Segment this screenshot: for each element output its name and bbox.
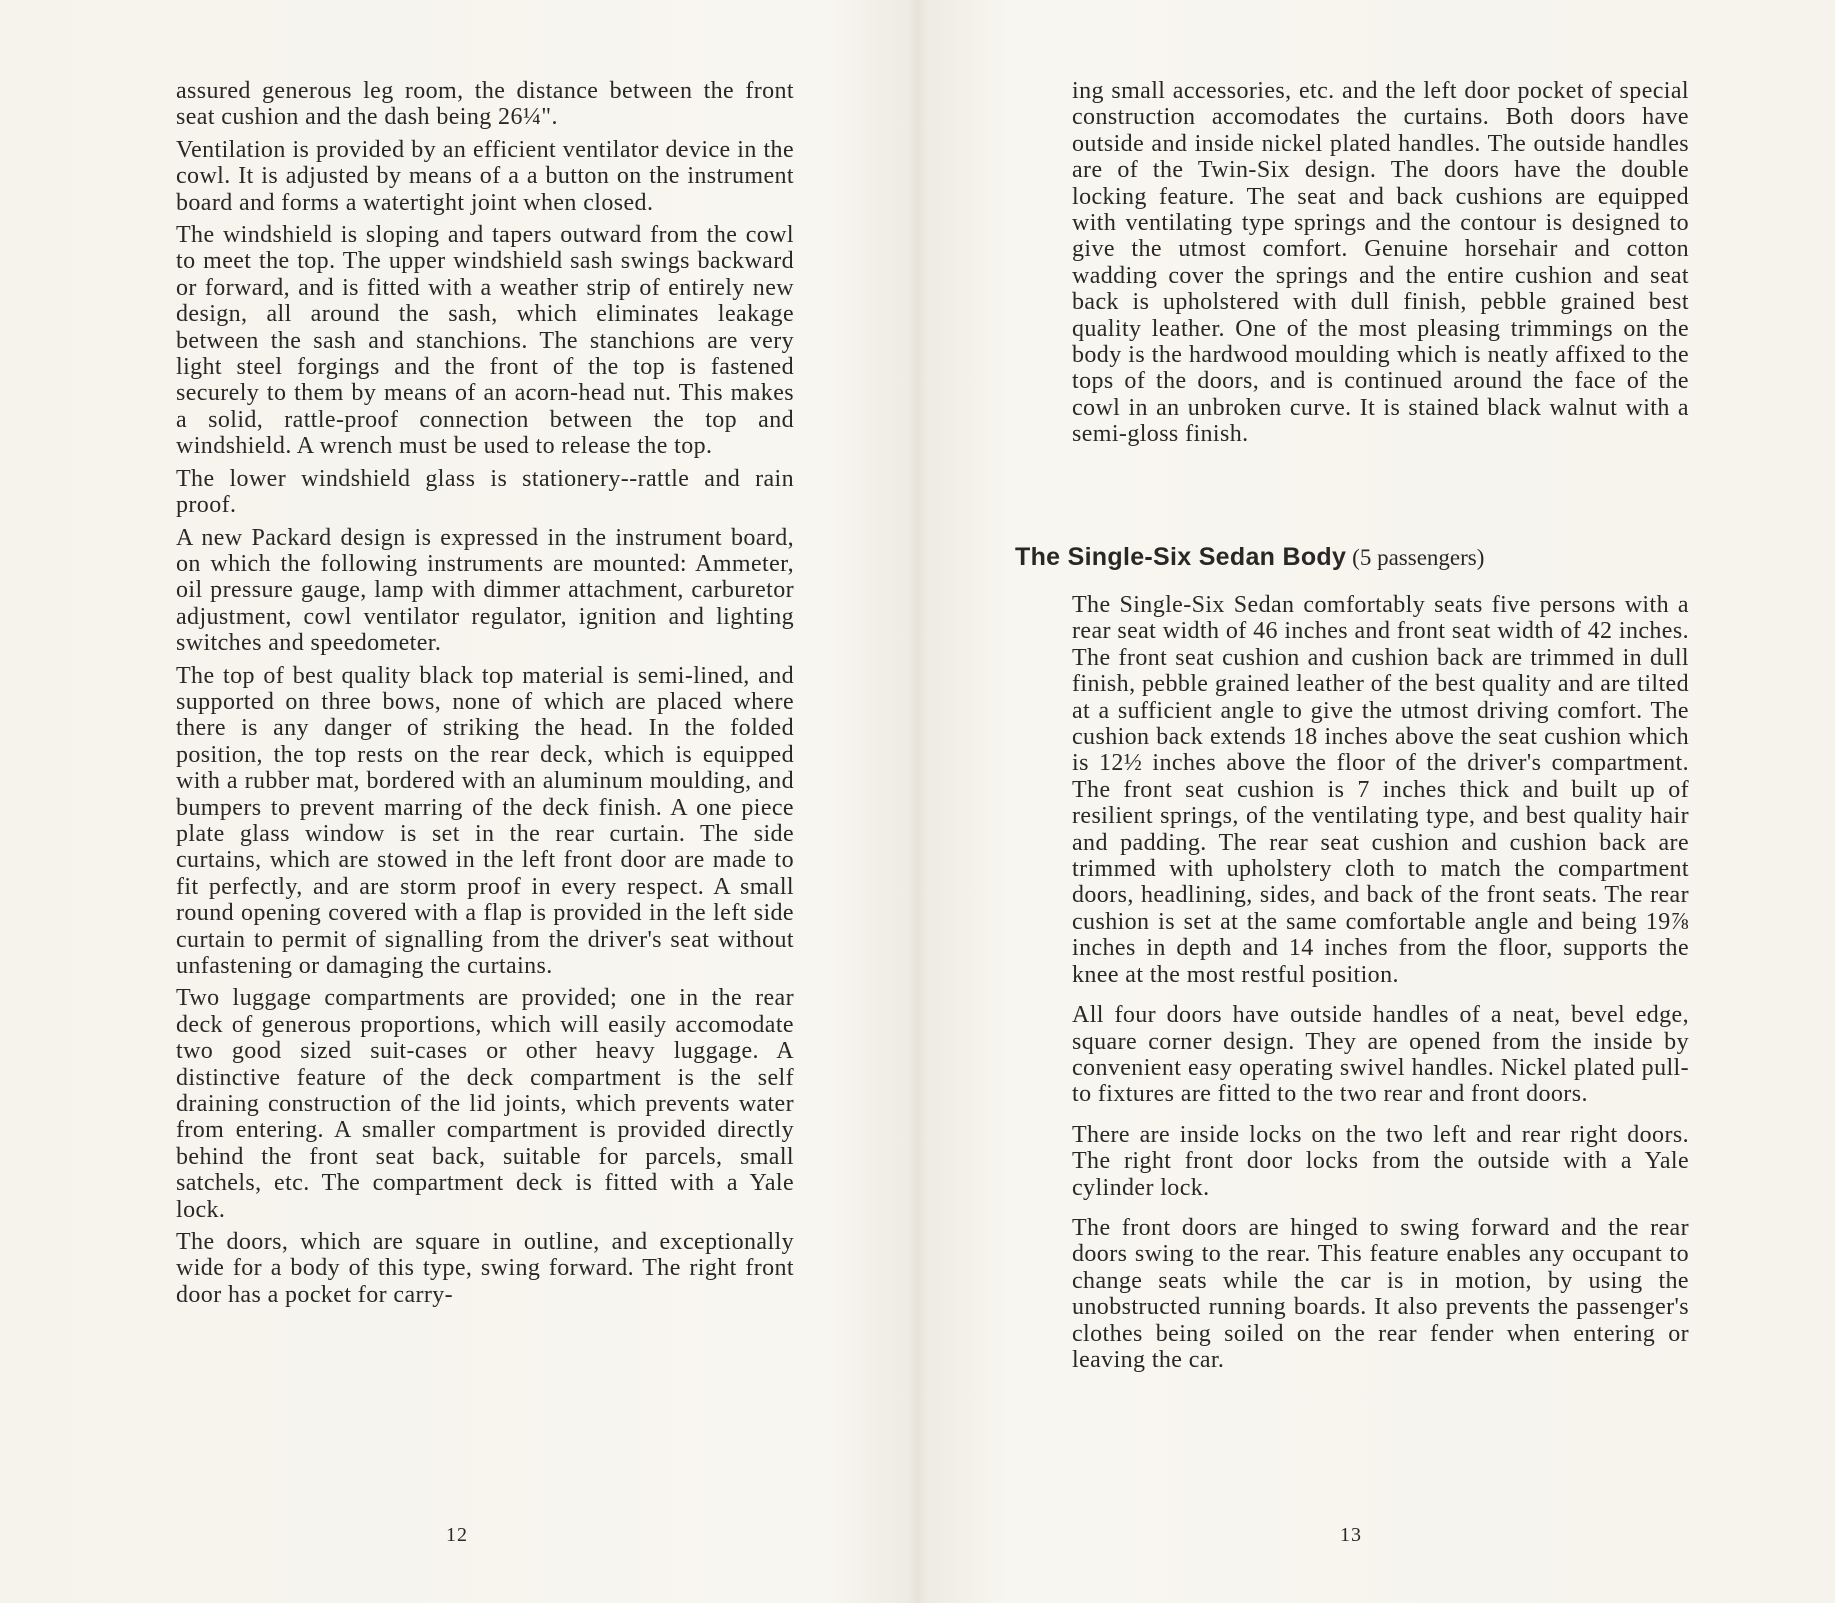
paragraph: The doors, which are square in outline, and exceptionally wide for a body of this type, swing forward. The right front door has a pocket for carry- [176,1229,794,1308]
page-number-right: 13 [1340,1524,1362,1546]
paragraph: Two luggage compartments are provided; one in the rear deck of generous proportions, which will easily accomodate two good sized suit-cases or other heavy luggage. A distinctive feature of the deck compartment is the self draining construction of the lid joints, which prevents water from entering. A smaller compartment is provided directly behind the front seat back, suitable for parcels, small satchels, etc. The compartment deck is fitted with a Yale lock. [176,985,794,1223]
paragraph: The lower windshield glass is stationery--rattle and rain proof. [176,465,794,519]
paragraph: The top of best quality black top material is semi-lined, and supported on three bows, none of which are placed where there is any danger of striking the head. In the folded position, the top rests on the rear deck, which is equipped with a rubber mat, bordered with an aluminum moulding, and bumpers to prevent marring of the deck finish. A one piece plate glass window is set in the rear curtain. The side curtains, which are stowed in the left front door are made to fit perfectly, and are storm proof in every respect. A small round opening covered with a flap is provided in the left side curtain to permit of signalling from the driver's seat without unfastening or damaging the curtains. [176,662,794,979]
paragraph: ing small accessories, etc. and the left door pocket of special construction accomodates the curtains. Both doors have outside and inside nickel plated handles. The outside handles are of the Twin-Six design. The doors have the double locking feature. The seat and back cushions are equipped with ventilating type springs and the contour is designed to give the utmost comfort. Genuine horsehair and cotton wadding cover the springs and the entire cushion and seat back is upholstered with dull finish, pebble grained best quality leather. One of the most pleasing trimmings on the body is the hardwood moulding which is neatly affixed to the tops of the doors, and is continued around the face of the cowl in an unbroken curve. It is stained black walnut with a semi-gloss finish. [1072,78,1689,448]
section-heading-title: The Single-Six Sedan Body [1015,543,1347,571]
paragraph: assured generous leg room, the distance between the front seat cushion and the dash being 26¼". [176,78,794,131]
section-heading-subtitle: (5 passengers) [1352,545,1485,570]
left-page [0,0,917,1603]
paragraph: All four doors have outside handles of a neat, bevel edge, square corner design. They are opened from the inside by convenient easy operating swivel handles. Nickel plated pull-to fixtures are fitted to the two rear and front doors. [1072,1002,1689,1108]
right-page [917,0,1835,1603]
right-page-top-text [1072,78,1689,454]
paragraph: The windshield is sloping and tapers outward from the cowl to meet the top. The upper windshield sash swings backward or forward, and is fitted with a weather strip of entirely new design, all around the sash, which eliminates leakage between the sash and stanchions. The stanchions are very light steel forgings and the front of the top is fastened securely to them by means of an acorn-head nut. This makes a solid, rattle-proof connection between the top and windshield. A wrench must be used to release the top. [176,222,794,460]
page-number-left: 12 [446,1524,468,1546]
right-page-section-text [1072,592,1689,1387]
section-heading [1015,542,1735,573]
paragraph: There are inside locks on the two left and rear right doors. The right front door locks from the outside with a Yale cylinder lock. [1072,1121,1689,1201]
paragraph: A new Packard design is expressed in the instrument board, on which the following instruments are mounted: Ammeter, oil pressure gauge, lamp with dimmer attachment, carburetor adjustment, cowl ventilator regulator, ignition and lighting switches and speedometer. [176,524,794,657]
paragraph: The Single-Six Sedan comfortably seats five persons with a rear seat width of 46 inches and front seat width of 42 inches. The front seat cushion and cushion back are trimmed in dull finish, pebble grained leather of the best quality and are tilted at a sufficient angle to give the utmost driving comfort. The cushion back extends 18 inches above the seat cushion which is 12½ inches above the floor of the driver's compartment. The front seat cushion is 7 inches thick and built up of resilient springs, of the ventilating type, and best quality hair and padding. The rear seat cushion and cushion back are trimmed with upholstery cloth to match the compartment doors, headlining, sides, and back of the front seats. The rear cushion is set at the same comfortable angle and being 19⅞ inches in depth and 14 inches from the floor, supports the knee at the most restful position. [1072,592,1689,988]
paragraph: The front doors are hinged to swing forward and the rear doors swing to the rear. This feature enables any occupant to change seats while the car is in motion, by using the unobstructed running boards. It also prevents the passenger's clothes being soiled on the rear fender when entering or leaving the car. [1072,1214,1689,1373]
paragraph: Ventilation is provided by an efficient ventilator device in the cowl. It is adjusted by means of a a button on the instrument board and forms a watertight joint when closed. [176,136,794,216]
left-page-text [176,78,794,1314]
